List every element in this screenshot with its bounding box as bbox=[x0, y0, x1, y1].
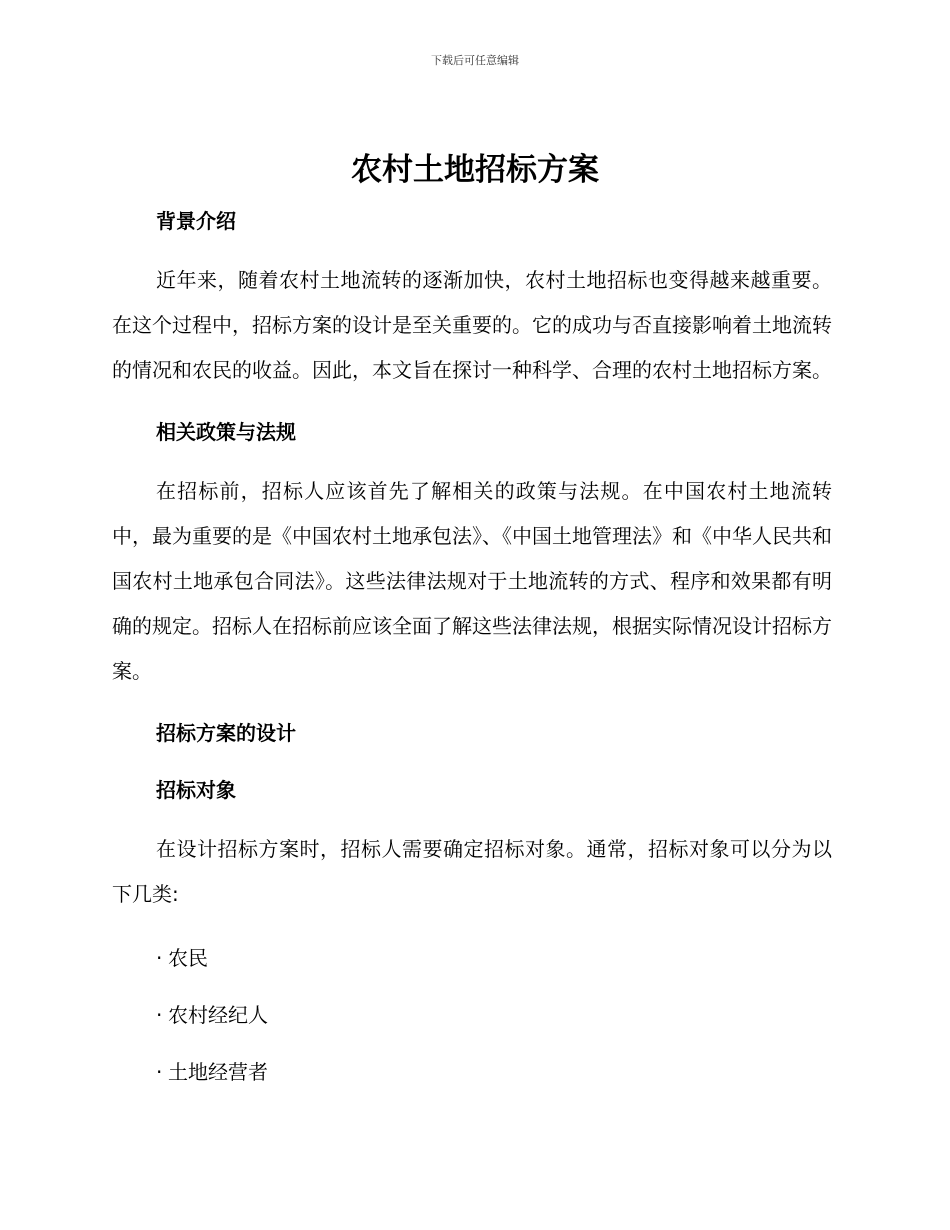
list-bullet: · bbox=[156, 1060, 163, 1084]
list-item-label: 农村经纪人 bbox=[168, 1003, 268, 1027]
document-title: 农村土地招标方案 bbox=[351, 152, 599, 188]
list-bullet: · bbox=[156, 1003, 163, 1027]
list-item-label: 农民 bbox=[168, 946, 208, 970]
list-item bbox=[112, 939, 832, 977]
section-heading-object: 招标对象 bbox=[156, 778, 236, 802]
header-note: 下载后可任意编辑 bbox=[431, 54, 519, 67]
list-item bbox=[112, 1053, 832, 1091]
list-item bbox=[112, 996, 832, 1034]
paragraph-object: 在设计招标方案时，招标人需要确定招标对象。通常，招标对象可以分为以下几类: bbox=[112, 837, 832, 906]
paragraph-policy: 在招标前，招标人应该首先了解相关的政策与法规。在中国农村土地流转中，最为重要的是《中国农村土地承包法》、《中国土地管理法》和《中华人民共和国农村土地承包合同法》。这些法律法规对于土地流转的方式、程序和效果都有明确的规定。招标人在招标前应该全面了解这些法律法规，根据实际情况设计招标方案。 bbox=[112, 479, 832, 683]
document-body bbox=[112, 202, 832, 1091]
section-heading-policy: 相关政策与法规 bbox=[156, 420, 296, 444]
list-bullet: · bbox=[156, 946, 163, 970]
section-heading-background: 背景介绍 bbox=[156, 209, 236, 233]
list-item-label: 土地经营者 bbox=[168, 1060, 268, 1084]
section-heading-design: 招标方案的设计 bbox=[156, 721, 296, 745]
paragraph-background: 近年来，随着农村土地流转的逐渐加快，农村土地招标也变得越来越重要。在这个过程中，招标方案的设计是至关重要的。它的成功与否直接影响着土地流转的情况和农民的收益。因此，本文旨在探讨一种科学、合理的农村土地招标方案。 bbox=[112, 268, 832, 382]
